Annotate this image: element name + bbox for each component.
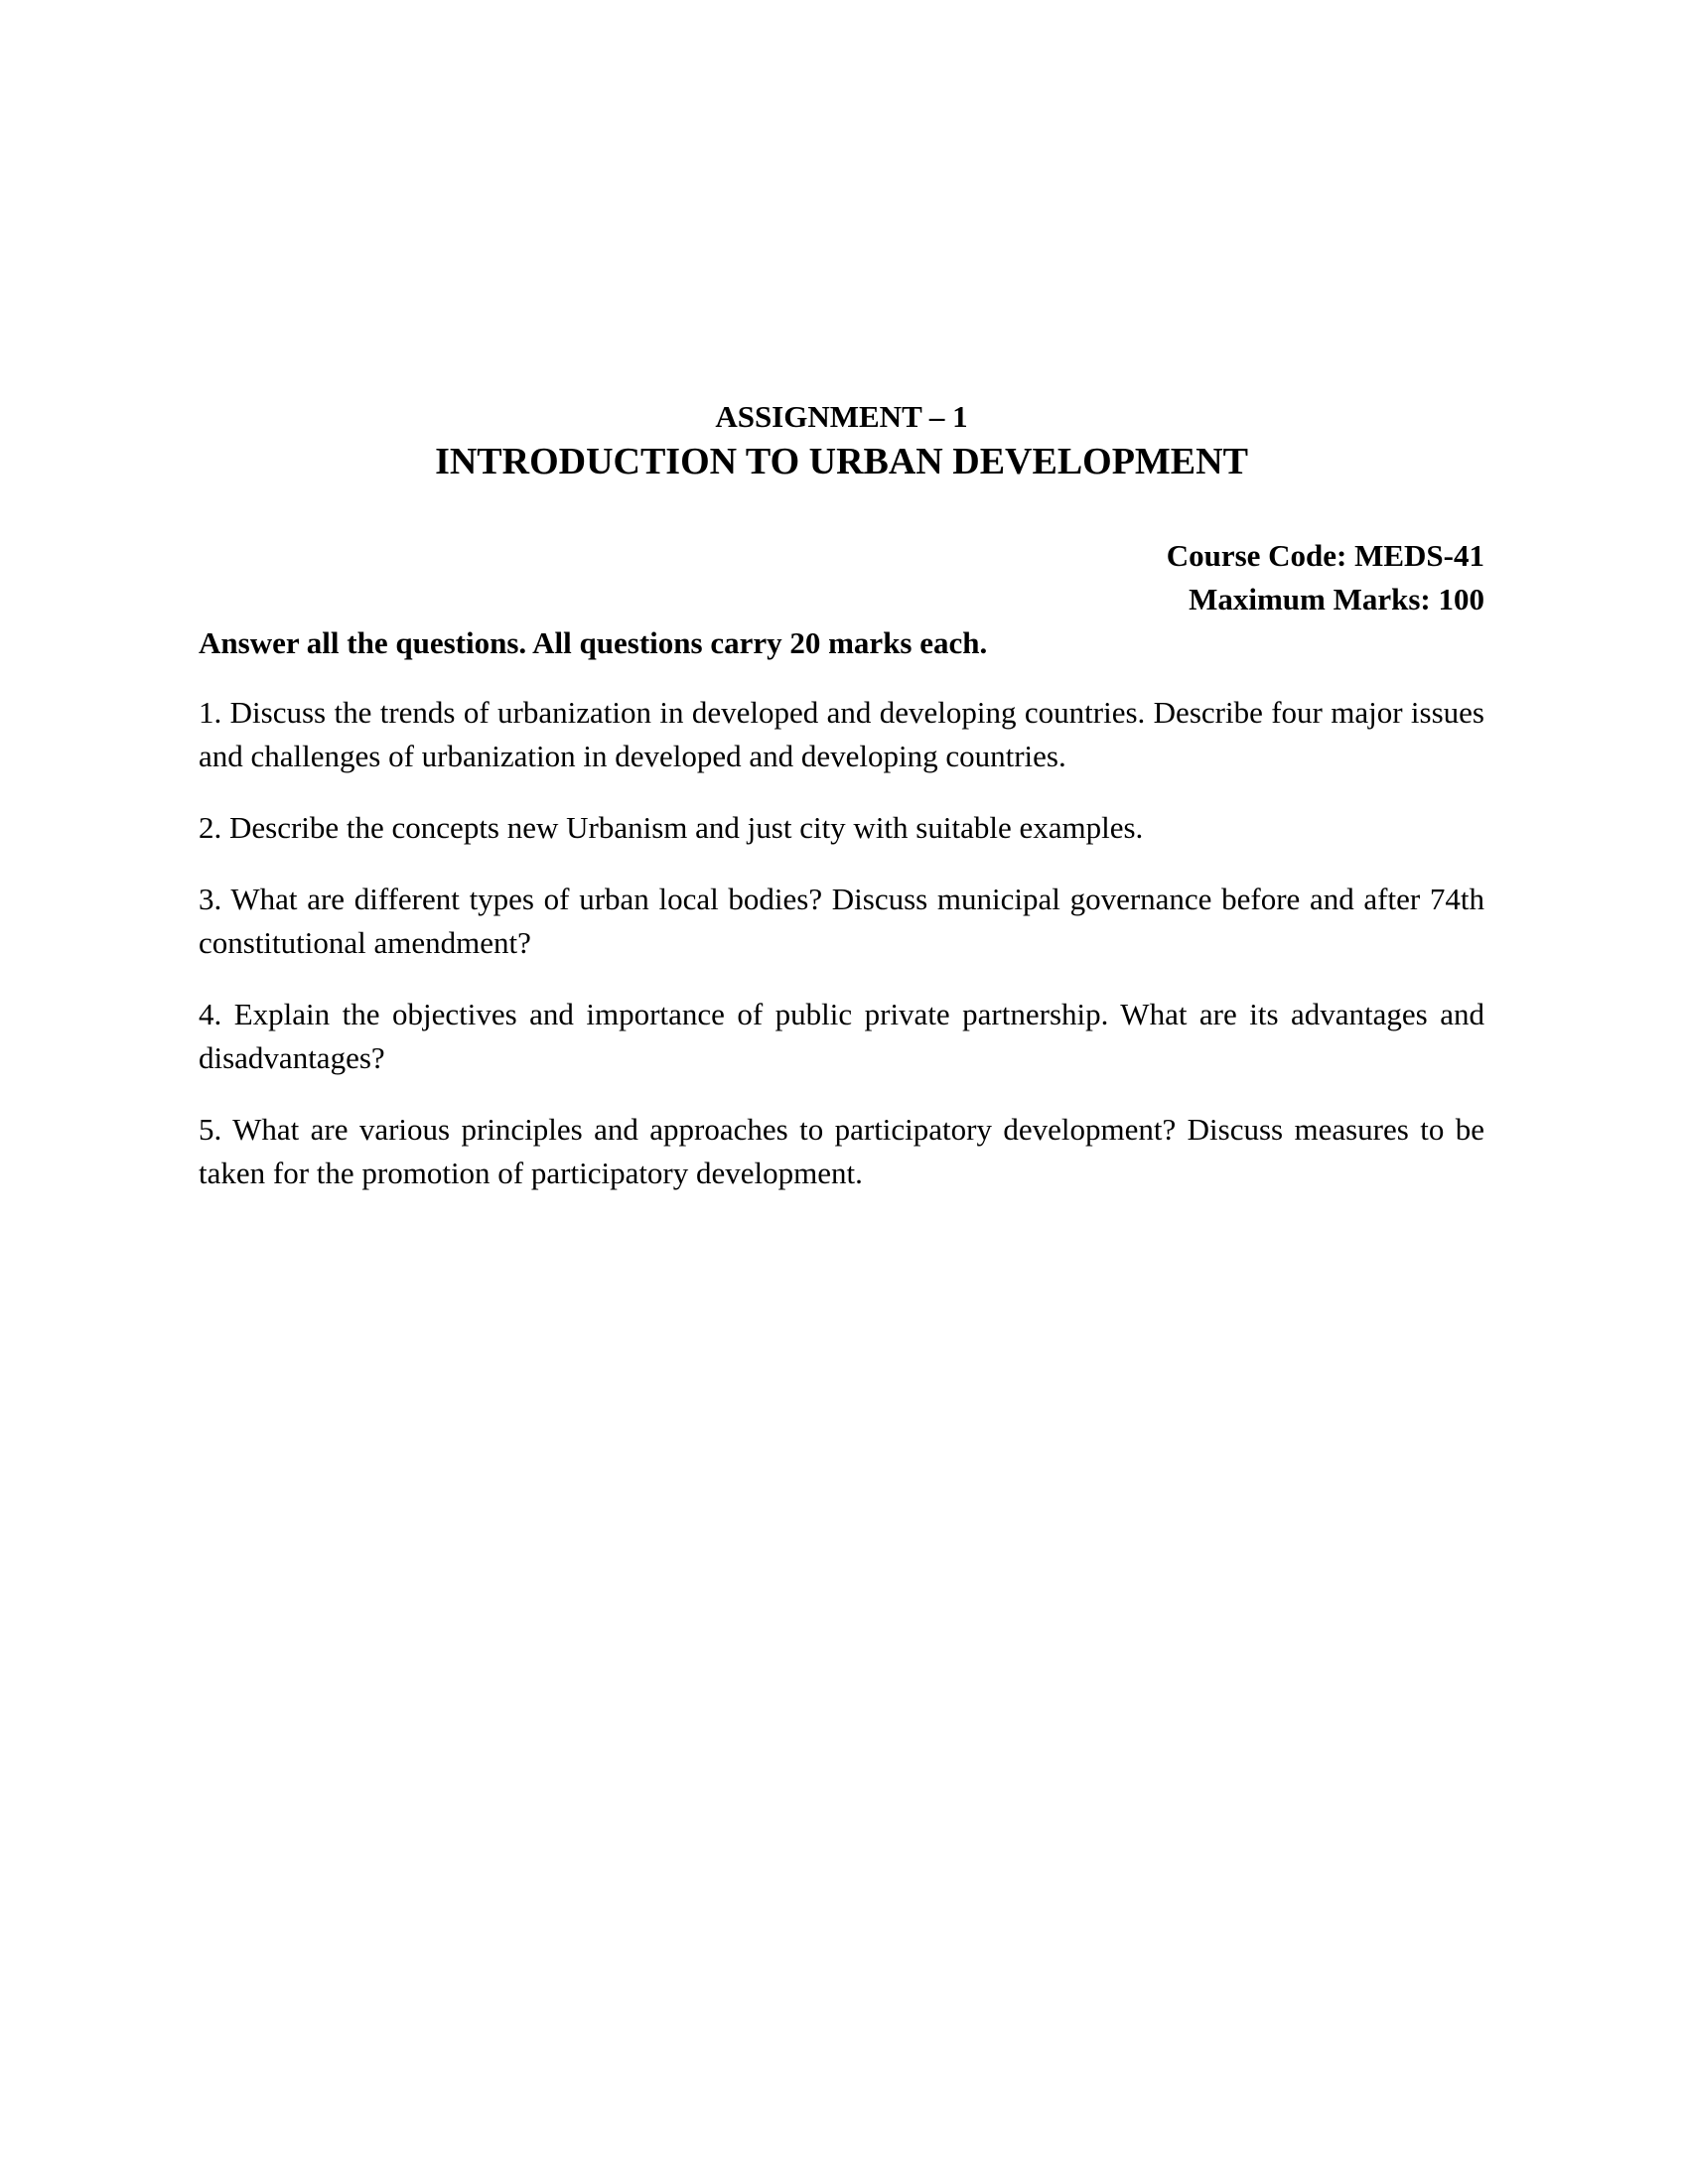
question-1: 1. Discuss the trends of urbanization in developed and developing countries. Describe four major issues and challenges of urbanization in developed and developing countries. [199, 695, 1484, 773]
maximum-marks: Maximum Marks: 100 [1189, 582, 1484, 616]
assignment-title: INTRODUCTION TO URBAN DEVELOPMENT [435, 441, 1248, 482]
course-code: Course Code: MEDS-41 [1166, 538, 1484, 573]
course-info [199, 534, 1484, 621]
question-2: 2. Describe the concepts new Urbanism and just city with suitable examples. [199, 810, 1144, 845]
instructions: Answer all the questions. All questions carry 20 marks each. [199, 625, 988, 660]
question-4: 4. Explain the objectives and importance of public private partnership. What are its advantages and disadvantages? [199, 997, 1484, 1075]
question-5: 5. What are various principles and approaches to participatory development? Discuss measures to be taken for the promotion of participatory development. [199, 1112, 1484, 1190]
assignment-page [199, 397, 1484, 1223]
assignment-label: ASSIGNMENT – 1 [715, 399, 968, 434]
question-list [199, 691, 1484, 1195]
question-3: 3. What are different types of urban local bodies? Discuss municipal governance before and after 74th constitutional amendment? [199, 882, 1484, 960]
